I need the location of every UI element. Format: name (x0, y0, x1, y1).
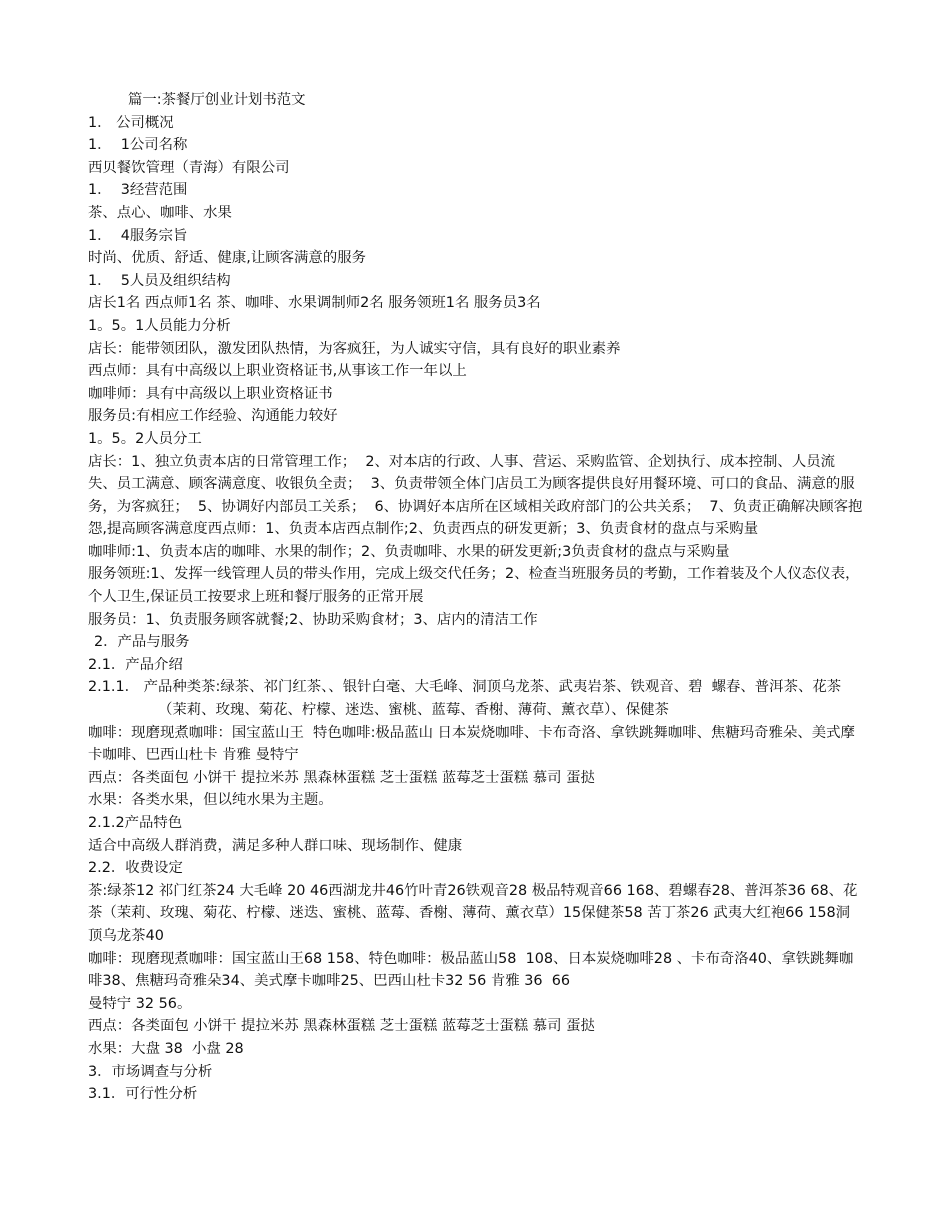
text-line: 1． 1公司名称 (88, 137, 188, 154)
text-paragraph: 咖啡：现磨现煮咖啡：国宝蓝山王68 158、特色咖啡：极品蓝山58 108、日本炭烧咖啡28 、卡布奇洛40、拿铁跳舞咖啡38、焦糖玛奇雅朵34、美式摩卡咖啡25、巴西山杜卡32 56 肯雅 36 66 (88, 950, 854, 990)
text-line: 店长1名 西点师1名 茶、咖啡、水果调制师2名 服务领班1名 服务员3名 (88, 295, 541, 312)
text-line: 咖啡师：具有中高级以上职业资格证书 (88, 385, 333, 402)
text-paragraph: 服务领班:1、发挥一线管理人员的带头作用，完成上级交代任务；2、检查当班服务员的考勤，工作着装及个人仪态仪表，个人卫生,保证员工按要求上班和餐厅服务的正常开展 (88, 566, 860, 606)
text-line: 服务员：1、负责服务顾客就餐;2、协助采购食材；3、店内的清洁工作 (88, 611, 538, 628)
text-paragraph: 2.1.1． 产品种类茶:绿茶、祁门红茶、、银针白毫、大毛峰、洞顶乌龙茶、武夷岩茶、铁观音、碧 螺春、普洱茶、花茶（茉莉、玫瑰、菊花、柠檬、迷迭、蜜桃、蓝莓、香榭、薄荷、薰衣草）、保健茶 (88, 679, 842, 719)
text-line: 1。5。2人员分工 (88, 430, 202, 447)
text-line: 1。5。1人员能力分析 (88, 317, 231, 334)
text-paragraph: 咖啡：现磨现煮咖啡：国宝蓝山王 特色咖啡:极品蓝山 日本炭烧咖啡、卡布奇洛、拿铁跳舞咖啡、焦糖玛奇雅朵、美式摩卡咖啡、巴西山杜卡 肯雅 曼特宁 (88, 724, 855, 764)
text-line: 1． 4服务宗旨 (88, 227, 188, 244)
text-line: 服务员:有相应工作经验、沟通能力较好 (88, 408, 338, 425)
section-heading: 3．市场调查与分析 (88, 1063, 213, 1080)
text-line: 2.1.2产品特色 (88, 815, 183, 831)
document-title: 篇一:茶餐厅创业计划书范文 (128, 92, 306, 108)
text-line: 1． 3经营范围 (88, 182, 188, 199)
text-line: 适合中高级人群消费，满足多种人群口味、现场制作、健康 (88, 837, 463, 854)
text-line: 1． 公司概况 (88, 114, 174, 131)
text-line: 2.2．收费设定 (88, 860, 183, 877)
text-line: 曼特宁 32 56。 (88, 995, 192, 1012)
text-line: 1． 5人员及组织结构 (88, 272, 231, 289)
text-line: 店长：能带领团队，激发团队热情，为客疯狂，为人诚实守信，具有良好的职业素养 (88, 340, 621, 357)
text-line: 2.1．产品介绍 (88, 656, 183, 673)
section-heading: 2．产品与服务 (94, 634, 190, 651)
text-line: 茶、点心、咖啡、水果 (88, 204, 232, 221)
text-line: 水果：各类水果，但以纯水果为主题。 (88, 792, 333, 809)
text-line: 3.1．可行性分析 (88, 1086, 198, 1103)
text-line: 水果：大盘 38 小盘 28 (88, 1040, 244, 1057)
text-line: 西点：各类面包 小饼干 提拉米苏 黑森林蛋糕 芝士蛋糕 蓝莓芝士蛋糕 慕司 蛋挞 (88, 1018, 595, 1035)
text-line: 西点师：具有中高级以上职业资格证书,从事该工作一年以上 (88, 363, 467, 380)
text-paragraph: 茶:绿茶12 祁门红茶24 大毛峰 20 46西湖龙井46竹叶青26铁观音28 极品特观音66 168、碧螺春28、普洱茶36 68、花茶（茉莉、玫瑰、菊花、柠檬、迷迭、蜜桃、蓝莓、香榭、薄荷、薰衣草）15保健茶58 苦丁茶26 武夷大红袍66 158洞顶乌龙茶40 (88, 882, 858, 944)
text-line: 西点：各类面包 小饼干 提拉米苏 黑森林蛋糕 芝士蛋糕 蓝莓芝士蛋糕 慕司 蛋挞 (88, 769, 595, 786)
text-paragraph: 店长：1、独立负责本店的日常管理工作； 2、对本店的行政、人事、营运、采购监管、企划执行、成本控制、人员流失、员工满意、顾客满意度、收银负全责； 3、负责带领全体门店员工为顾客提供良好用餐环境、可口的食品、满意的服务，为客疯狂； 5、协调好内部员工关系； 6、协调好本店所在区域相关政府部门的公共关系； 7、负责正确解决顾客抱怨,提高顾客满意度西点师：1、负责本店西点制作;2、负责西点的研发更新；3、负责食材的盘点与采购量 (88, 453, 863, 538)
document-body (88, 89, 863, 1106)
text-line: 时尚、优质、舒适、健康,让顾客满意的服务 (88, 250, 366, 267)
text-line: 西贝餐饮管理（青海）有限公司 (88, 159, 290, 176)
text-line: 咖啡师:1、负责本店的咖啡、水果的制作；2、负责咖啡、水果的研发更新;3负责食材的盘点与采购量 (88, 543, 730, 560)
